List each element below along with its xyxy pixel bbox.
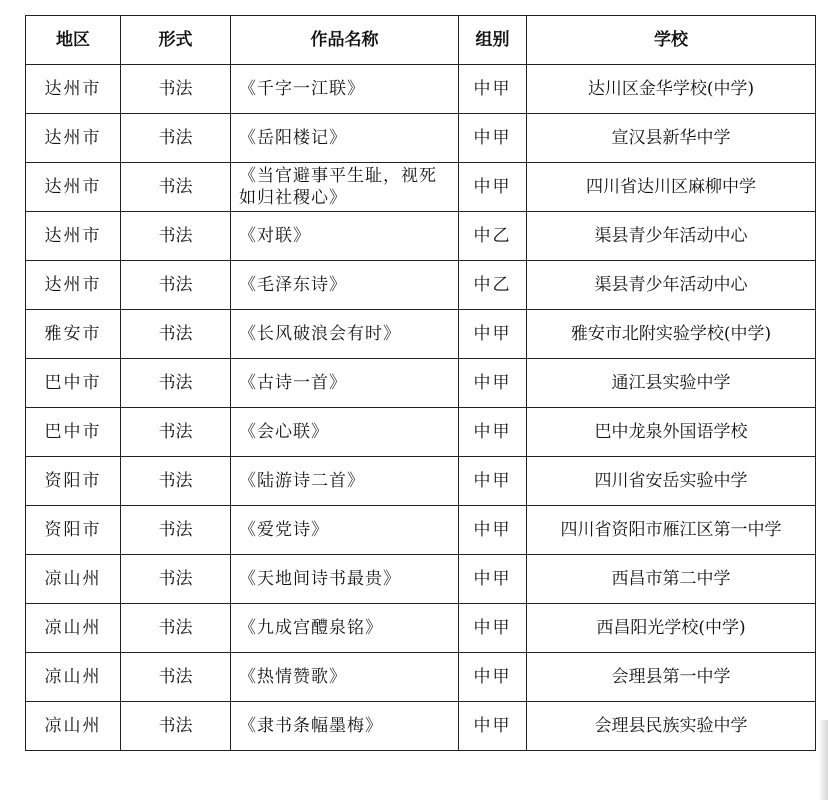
cell-form: 书法: [121, 457, 231, 506]
awards-table: [25, 15, 816, 751]
table-row: [26, 702, 816, 751]
cell-title: 《当官避事平生耻，视死如归社稷心》: [231, 163, 459, 212]
cell-group: 中甲: [459, 653, 527, 702]
table-row: [26, 163, 816, 212]
cell-title: 《会心联》: [231, 408, 459, 457]
cell-title: 《对联》: [231, 212, 459, 261]
cell-title: 《隶书条幅墨梅》: [231, 702, 459, 751]
cell-form: 书法: [121, 408, 231, 457]
cell-title: 《千字一江联》: [231, 65, 459, 114]
cell-group: 中甲: [459, 702, 527, 751]
cell-region: 达州市: [26, 261, 121, 310]
cell-school: 巴中龙泉外国语学校: [527, 408, 816, 457]
cell-school: 西昌阳光学校(中学): [527, 604, 816, 653]
header-title: 作品名称: [231, 16, 459, 65]
cell-school: 宣汉县新华中学: [527, 114, 816, 163]
cell-region: 资阳市: [26, 457, 121, 506]
cell-title: 《热情赞歌》: [231, 653, 459, 702]
cell-group: 中甲: [459, 506, 527, 555]
cell-group: 中甲: [459, 65, 527, 114]
cell-title: 《岳阳楼记》: [231, 114, 459, 163]
cell-title: 《毛泽东诗》: [231, 261, 459, 310]
table-row: [26, 555, 816, 604]
cell-form: 书法: [121, 506, 231, 555]
cell-school: 达川区金华学校(中学): [527, 65, 816, 114]
cell-title: 《天地间诗书最贵》: [231, 555, 459, 604]
cell-region: 达州市: [26, 212, 121, 261]
cell-group: 中甲: [459, 359, 527, 408]
cell-form: 书法: [121, 212, 231, 261]
table-row: [26, 506, 816, 555]
header-group: 组别: [459, 16, 527, 65]
cell-group: 中甲: [459, 114, 527, 163]
cell-school: 雅安市北附实验学校(中学): [527, 310, 816, 359]
table-row: [26, 408, 816, 457]
cell-title: 《长风破浪会有时》: [231, 310, 459, 359]
cell-school: 四川省安岳实验中学: [527, 457, 816, 506]
cell-title: 《九成宫醴泉铭》: [231, 604, 459, 653]
cell-form: 书法: [121, 114, 231, 163]
cell-form: 书法: [121, 261, 231, 310]
cell-region: 凉山州: [26, 604, 121, 653]
table-row: [26, 261, 816, 310]
table-row: [26, 310, 816, 359]
cell-region: 凉山州: [26, 653, 121, 702]
cell-group: 中乙: [459, 212, 527, 261]
cell-group: 中甲: [459, 604, 527, 653]
cell-form: 书法: [121, 359, 231, 408]
cell-region: 巴中市: [26, 359, 121, 408]
header-region: 地区: [26, 16, 121, 65]
cell-group: 中甲: [459, 555, 527, 604]
cell-title: 《爱党诗》: [231, 506, 459, 555]
cell-region: 凉山州: [26, 702, 121, 751]
cell-region: 雅安市: [26, 310, 121, 359]
table-row: [26, 65, 816, 114]
table-header-row: [26, 16, 816, 65]
cell-group: 中甲: [459, 163, 527, 212]
cell-region: 凉山州: [26, 555, 121, 604]
awards-table-container: [25, 15, 816, 751]
cell-form: 书法: [121, 653, 231, 702]
cell-school: 渠县青少年活动中心: [527, 212, 816, 261]
cell-group: 中乙: [459, 261, 527, 310]
cell-group: 中甲: [459, 408, 527, 457]
table-row: [26, 114, 816, 163]
cell-form: 书法: [121, 555, 231, 604]
header-school: 学校: [527, 16, 816, 65]
cell-region: 达州市: [26, 163, 121, 212]
cell-group: 中甲: [459, 457, 527, 506]
cell-school: 西昌市第二中学: [527, 555, 816, 604]
header-form: 形式: [121, 16, 231, 65]
cell-form: 书法: [121, 65, 231, 114]
cell-region: 巴中市: [26, 408, 121, 457]
cell-school: 渠县青少年活动中心: [527, 261, 816, 310]
cell-school: 会理县第一中学: [527, 653, 816, 702]
table-row: [26, 212, 816, 261]
cell-form: 书法: [121, 702, 231, 751]
cell-region: 资阳市: [26, 506, 121, 555]
cell-region: 达州市: [26, 114, 121, 163]
table-row: [26, 457, 816, 506]
table-row: [26, 359, 816, 408]
cell-form: 书法: [121, 604, 231, 653]
table-row: [26, 604, 816, 653]
table-row: [26, 653, 816, 702]
cell-form: 书法: [121, 163, 231, 212]
cell-region: 达州市: [26, 65, 121, 114]
page-edge-shadow: [818, 720, 828, 800]
cell-school: 通江县实验中学: [527, 359, 816, 408]
cell-form: 书法: [121, 310, 231, 359]
cell-title: 《古诗一首》: [231, 359, 459, 408]
cell-school: 四川省达川区麻柳中学: [527, 163, 816, 212]
cell-title: 《陆游诗二首》: [231, 457, 459, 506]
cell-group: 中甲: [459, 310, 527, 359]
cell-school: 四川省资阳市雁江区第一中学: [527, 506, 816, 555]
cell-school: 会理县民族实验中学: [527, 702, 816, 751]
